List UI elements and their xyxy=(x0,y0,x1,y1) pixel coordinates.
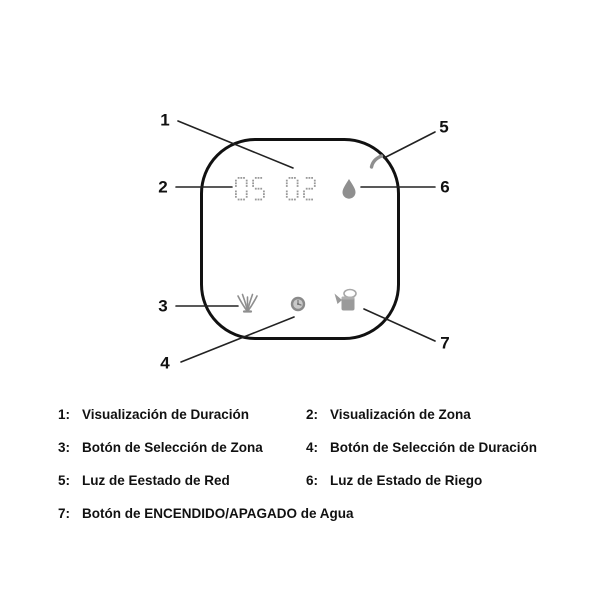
legend-item-2 xyxy=(306,407,471,422)
legend-item-5 xyxy=(58,473,230,488)
callout-number-4: 4 xyxy=(160,353,170,373)
legend-num: 1: xyxy=(58,407,71,422)
callout-number-5: 5 xyxy=(439,117,449,137)
callout-number-1: 1 xyxy=(160,110,170,130)
legend-item-3 xyxy=(58,440,263,455)
timer-dial-icon xyxy=(291,297,305,311)
legend-num: 7: xyxy=(58,506,71,521)
legend-item-7 xyxy=(58,506,354,521)
legend-label: Botón de Selección de Duración xyxy=(330,440,538,455)
callout-number-6: 6 xyxy=(440,177,450,197)
legend-item-6 xyxy=(306,473,482,488)
callout-number-7: 7 xyxy=(440,333,450,353)
legend-label: Luz de Estado de Riego xyxy=(330,473,483,488)
legend-item-1 xyxy=(58,407,249,422)
legend-num: 2: xyxy=(306,407,319,422)
legend-num: 4: xyxy=(306,440,319,455)
callout-number-3: 3 xyxy=(158,296,168,316)
legend-label: Botón de ENCENDIDO/APAGADO de Agua xyxy=(82,506,354,521)
legend-label: Visualización de Duración xyxy=(82,407,250,422)
legend-label: Botón de Selección de Zona xyxy=(82,440,263,455)
legend-num: 3: xyxy=(58,440,71,455)
callout-number-2: 2 xyxy=(158,177,168,197)
legend-label: Visualización de Zona xyxy=(330,407,471,422)
legend-label: Luz de Eestado de Red xyxy=(82,473,230,488)
leader-line-5 xyxy=(384,132,435,158)
legend-num: 6: xyxy=(306,473,319,488)
legend-num: 5: xyxy=(58,473,71,488)
legend-item-4 xyxy=(306,440,537,455)
